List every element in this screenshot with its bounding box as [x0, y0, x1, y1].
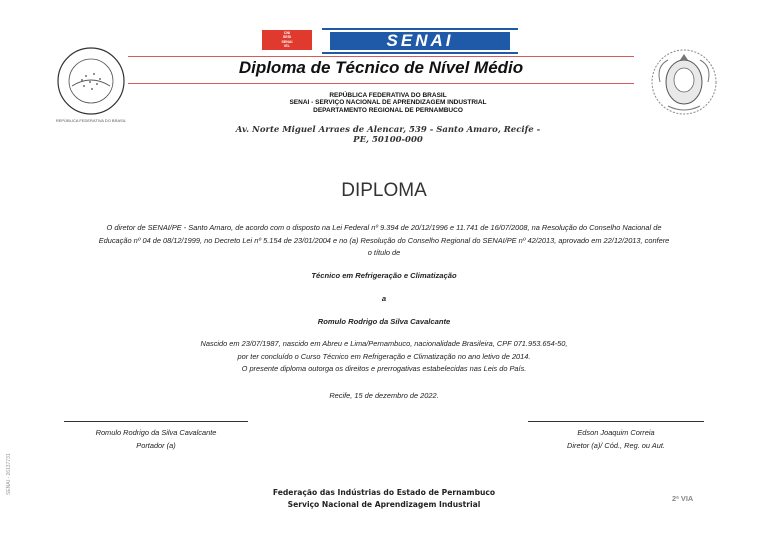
logo-small-iel: IEL [284, 44, 290, 49]
intro-line-3: o título de [367, 248, 401, 257]
address [228, 125, 548, 145]
logo-small-cni: CNI [283, 31, 291, 35]
address-line-2: PE, 50100-000 [353, 135, 423, 145]
right-signature-role: Diretor (a)/ Cód., Reg. ou Aut. [567, 441, 665, 450]
sistema-industria-logo [262, 30, 312, 50]
intro-line-1: O diretor de SENAI/PE - Santo Amaro, de acordo com o disposto na Lei Federal nº 9.394 de 20/12/1996 e 11.741 de 16/07/2008, na Resolução do Conselho Nacional de [106, 223, 662, 232]
address-line-1: Av. Norte Miguel Arraes de Alencar, 539 - Santo Amaro, Recife - [235, 125, 541, 135]
top-rule [128, 56, 634, 57]
side-code: SENAI - 26137731 [6, 453, 12, 495]
course-title: Técnico em Refrigeração e Climatização [311, 271, 457, 280]
details-paragraph [60, 338, 708, 376]
connector: a [381, 294, 387, 303]
right-signature-name: Edson Joaquim Correia [577, 428, 655, 437]
title-rule [128, 83, 634, 84]
diploma-heading: DIPLOMA [341, 180, 427, 201]
details-line-2: por ter concluído o Curso Técnico em Refrigeração e Climatização no ano letivo de 2014. [237, 351, 531, 361]
place-date: Recife, 15 de dezembro de 2022. [329, 391, 439, 400]
diploma-title: Diploma de Técnico de Nível Médio [238, 58, 524, 77]
institution-line-2: SENAI - SERVIÇO NACIONAL DE APRENDIZAGEM INDUSTRIAL [289, 99, 487, 107]
logo-small-sesi: SESI [282, 35, 292, 40]
right-signature-line [528, 421, 704, 422]
holder-name: Romulo Rodrigo da Silva Cavalcante [317, 317, 451, 326]
institution-lines [228, 92, 548, 114]
footer-senai: Serviço Nacional de Aprendizagem Industrial [287, 500, 481, 509]
senai-logo [322, 28, 518, 54]
details-line-3: O presente diploma outorga os direitos e prerrogativas estabelecidas nas Leis do País. [241, 364, 527, 373]
left-seal [56, 46, 126, 116]
copy-label: 2ª VIA [672, 494, 694, 503]
left-signature-role: Portador (a) [136, 441, 176, 450]
senai-logo-text: SENAI [330, 32, 510, 50]
right-seal [648, 46, 720, 118]
details-line-1: Nascido em 23/07/1987, nascido em Abreu e Lima/Pernambuco, nacionalidade Brasileira, CPF 071.953.654-50, [200, 339, 568, 348]
logo-small-senai: SENAI [281, 39, 293, 44]
intro-line-2: Educação nº 04 de 08/12/1999, no Decreto Lei nº 5.154 de 23/01/2004 e no (a) Resolução do Conselho Regional do SENAI/PE nº 42/2013, aprovado em 22/12/2013, confere [98, 235, 670, 245]
left-seal-text: REPÚBLICA FEDERATIVA DO BRASIL [55, 118, 127, 123]
footer-federation: Federação das Indústrias do Estado de Pernambuco [272, 488, 496, 497]
intro-paragraph [40, 222, 728, 260]
left-signature-line [64, 421, 248, 422]
left-signature-name: Romulo Rodrigo da Silva Cavalcante [95, 428, 217, 437]
institution-line-1: REPÚBLICA FEDERATIVA DO BRASIL [329, 92, 447, 99]
institution-line-3: DEPARTAMENTO REGIONAL DE PERNAMBUCO [313, 106, 463, 114]
